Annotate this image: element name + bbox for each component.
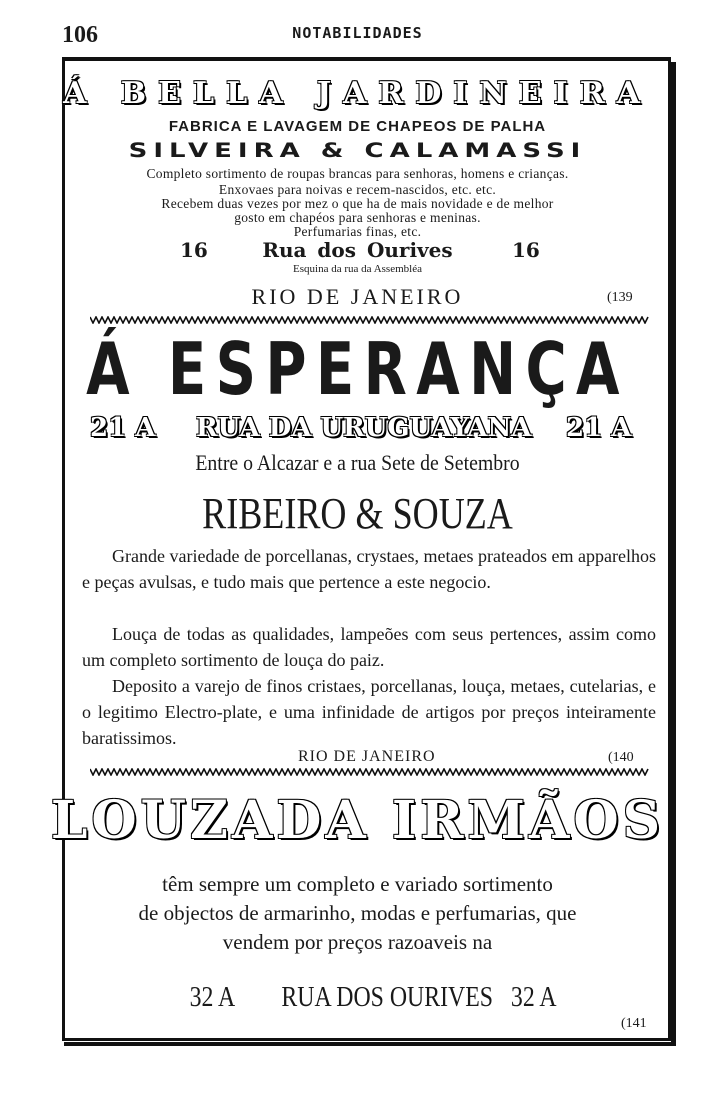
ad1-firm-name: SILVEIRA & CALAMASSI [128,139,587,163]
ad3-address [54,982,662,1018]
ad1-address-number-right: 16 [512,238,540,262]
ad2-city: RIO DE JANEIRO [298,748,436,765]
ad2-address [0,413,715,447]
ad1-line: Completo sortimento de roupas brancas para senhoras, homens e crianças. [146,166,569,181]
ad3-address-street: RUA DOS OURIVES [281,982,494,1013]
ad2-paragraph-text: Grande variedade de porcellanas, crystaes, metaes prateados em apparelhos e peças avulsas, e tudo mais que pertence a este negocio. [82,546,656,592]
ad1-corner: Esquina da rua da Assembléa [293,263,422,275]
ad3-text-line: vendem por preços razoaveis na [222,930,493,954]
ad2-address-number-left: 21 A [90,413,156,443]
divider-ornament [90,316,650,324]
ad3-address-number-right: 32 A [510,982,557,1013]
ad2-reference: (140 [608,750,634,765]
ad1-address [0,238,715,262]
ad2-paragraph-text: Louça de todas as qualidades, lampeões com seus pertences, assim como um completo sortimento de louça do paiz. [82,624,656,670]
divider-ornament [90,768,650,776]
zigzag-rule-icon [90,768,650,776]
ad1-subtitle: FABRICA E LAVAGEM DE CHAPEOS DE PALHA [168,118,547,135]
ad3-text-line: de objectos de armarinho, modas e perfumarias, que [138,901,577,925]
ad1-address-street: Rua dos Ourives [262,238,453,262]
ad2-paragraph-text: Deposito a varejo de finos cristaes, porcellanas, louça, metaes, cutelarias, e o legitimo Electro-plate, e uma infinidade de artigos por preços inteiramente baratissimos. [82,676,656,748]
ad2-paragraph [82,673,656,751]
page-number: 106 [62,22,98,48]
ad1-line: gosto em chapéos para senhoras e meninas. [234,210,481,225]
ad1-line: Recebem duas vezes por mez o que ha de mais novidade e de melhor [161,196,554,211]
running-head: NOTABILIDADES [292,24,423,42]
ad1-line: Perfumarias finas, etc. [293,224,422,239]
ad2-address-number-right: 21 A [566,413,632,443]
page-header [0,0,715,50]
ad1-title: Á BELLA JARDINEIRA [63,76,652,111]
ad2-paragraph [82,543,656,595]
ad1-reference: (139 [607,290,633,305]
frame-shadow-bottom [64,1042,676,1046]
ad2-paragraph [82,621,656,673]
ad3-reference: (141 [621,1016,647,1031]
ad3-title: LOUZADA IRMÃOS [50,790,665,851]
ad2-title: Á ESPERANÇA [86,327,629,411]
ad3-address-number-left: 32 A [189,982,236,1013]
ad1-city: RIO DE JANEIRO [251,284,464,309]
ad2-between: Entre o Alcazar e a rua Sete de Setembro [195,450,520,475]
ad1-line: Enxovaes para noivas e recem-nascidos, etc. etc. [218,182,497,197]
ad3-text-line: têm sempre um completo e variado sortimento [162,872,553,896]
ad2-address-street: RUA DA URUGUAYANA [196,413,532,443]
zigzag-rule-icon [90,316,650,324]
ad2-firm-name: RIBEIRO & SOUZA [202,489,513,538]
ad1-address-number-left: 16 [180,238,208,262]
